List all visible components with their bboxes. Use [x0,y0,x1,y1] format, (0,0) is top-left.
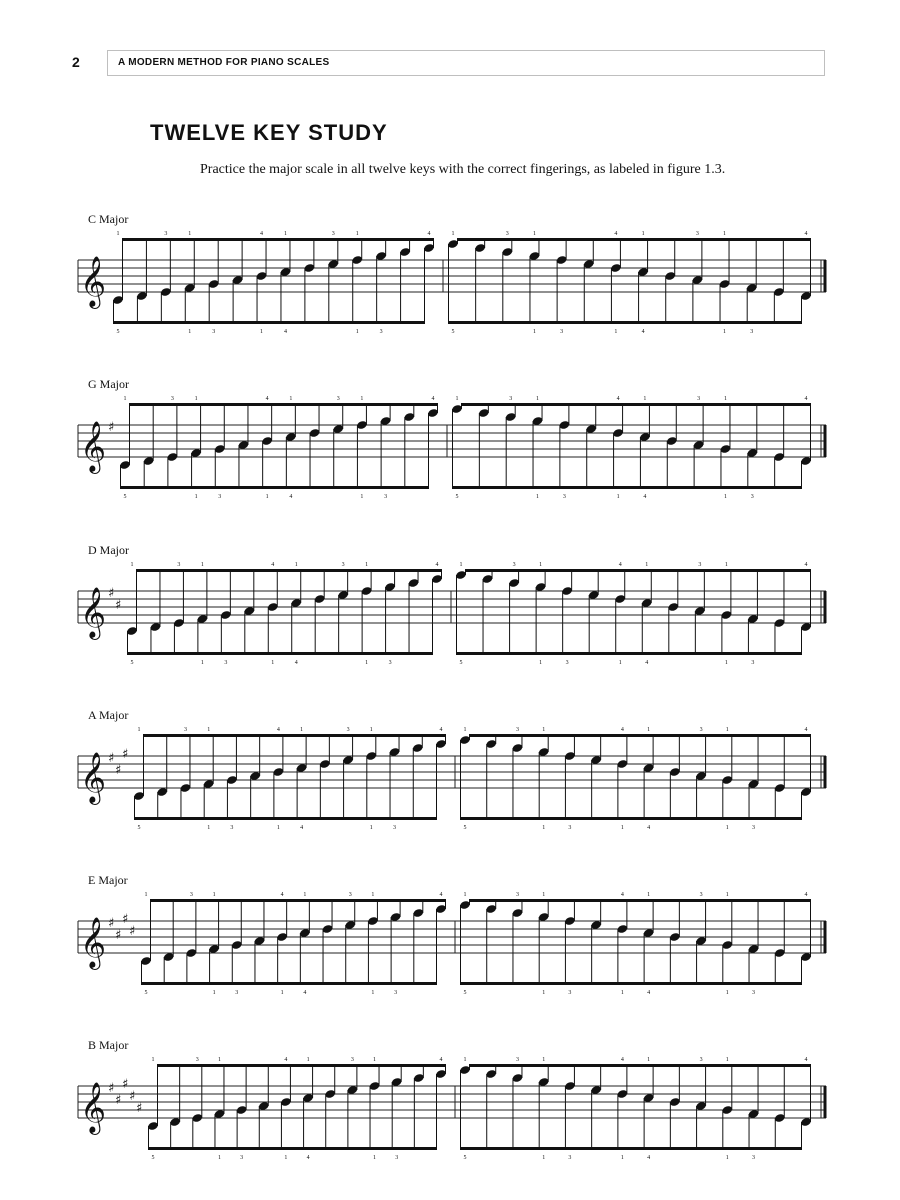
section-title: TWELVE KEY STUDY [150,120,388,145]
beam [461,982,802,985]
intro-paragraph: Practice the major scale in all twelve keys with the correct fingerings, as labeled in figure 1.3. [200,162,726,177]
fingering-number: 5 [123,494,127,500]
fingering-number: 4 [427,231,431,237]
treble-clef-icon: 𝄞 [80,421,107,472]
fingering-number: 4 [439,727,443,733]
fingering-number: 1 [723,329,727,335]
fingering-number: 3 [515,892,519,898]
fingering-number: 1 [369,825,373,831]
beam [453,486,802,489]
fingering-number: 3 [699,1057,703,1063]
fingering-number: 1 [725,990,729,996]
fingering-number: 4 [804,562,808,568]
fingering-number: 4 [271,562,275,568]
fingering-number: 3 [752,990,756,996]
fingering-number: 3 [568,1155,572,1161]
fingering-number: 3 [230,825,234,831]
fingering-number: 5 [151,1155,155,1161]
fingering-number: 4 [620,1057,624,1063]
fingering-number: 3 [562,494,566,500]
page-number: 2 [72,54,80,70]
fingering-number: 3 [388,660,392,666]
fingering-number: 3 [177,562,181,568]
fingering-number: 3 [512,562,516,568]
fingering-number: 4 [276,727,280,733]
fingering-number: 1 [723,231,727,237]
fingering-number: 3 [750,329,754,335]
fingering-number: 1 [539,562,543,568]
fingering-number: 5 [459,660,463,666]
fingering-number: 1 [620,990,624,996]
fingering-number: 3 [568,825,572,831]
fingering-number: 5 [463,1155,467,1161]
fingering-number: 3 [699,892,703,898]
fingering-number: 1 [451,231,455,237]
fingering-number: 5 [116,329,120,335]
fingering-number: 1 [542,892,546,898]
fingering-number: 3 [505,231,509,237]
beam [130,403,438,406]
fingering-number: 4 [260,231,264,237]
fingering-number: 1 [618,660,622,666]
beam [135,817,437,820]
staff-c-major [0,228,900,348]
fingering-number: 1 [194,396,198,402]
fingering-number: 1 [724,562,728,568]
fingering-number: 4 [804,1057,808,1063]
fingering-number: 3 [350,1057,354,1063]
fingering-number: 1 [620,1155,624,1161]
fingering-number: 4 [435,562,439,568]
beam [461,1147,802,1150]
fingering-number: 1 [724,660,728,666]
scale-label-b-major: B Major [88,1038,129,1052]
staff-e-major [0,889,900,1009]
fingering-number: 5 [137,825,141,831]
fingering-number: 4 [616,396,620,402]
fingering-number: 4 [431,396,435,402]
fingering-number: 3 [751,660,755,666]
fingering-number: 4 [614,231,618,237]
scale-label-c-major: C Major [88,212,129,226]
staff-g-major [0,393,900,513]
beam [470,899,811,902]
fingering-number: 4 [804,396,808,402]
fingering-number: 3 [235,990,239,996]
sharp-icon: ♯ [108,751,115,766]
fingering-number: 4 [300,825,304,831]
beam [123,238,434,241]
fingering-number: 1 [303,892,307,898]
fingering-number: 1 [300,727,304,733]
beam [457,652,802,655]
sharp-icon: ♯ [136,1101,143,1116]
fingering-number: 3 [697,396,701,402]
fingering-number: 3 [698,562,702,568]
fingering-number: 1 [725,727,729,733]
book-title: A MODERN METHOD FOR PIANO SCALES [118,57,330,68]
beam [461,817,802,820]
fingering-number: 1 [459,562,463,568]
fingering-number: 3 [393,825,397,831]
fingering-number: 3 [189,892,193,898]
fingering-number: 1 [616,494,620,500]
fingering-number: 4 [620,727,624,733]
fingering-number: 3 [699,727,703,733]
beam [137,569,442,572]
beam [158,1064,446,1067]
fingering-number: 3 [240,1155,244,1161]
sharp-icon: ♯ [129,1089,136,1104]
beam [114,321,425,324]
fingering-number: 3 [224,660,228,666]
scale-label-a-major: A Major [88,708,129,722]
fingering-number: 3 [695,231,699,237]
sharp-icon: ♯ [115,1093,122,1108]
fingering-number: 1 [271,660,275,666]
fingering-number: 4 [620,892,624,898]
fingering-number: 3 [218,494,222,500]
fingering-number: 3 [183,727,187,733]
fingering-number: 5 [130,660,134,666]
fingering-number: 1 [647,892,651,898]
sharp-icon: ♯ [115,928,122,943]
beam [149,1147,437,1150]
beam [462,403,811,406]
fingering-number: 1 [289,396,293,402]
beam [142,982,437,985]
sharp-icon: ♯ [122,912,129,927]
fingering-number: 4 [439,1057,443,1063]
fingering-number: 1 [371,990,375,996]
fingering-number: 1 [536,396,540,402]
fingering-number: 1 [373,1155,377,1161]
fingering-number: 1 [371,892,375,898]
sharp-icon: ♯ [115,763,122,778]
fingering-number: 4 [265,396,269,402]
fingering-number: 4 [283,329,287,335]
fingering-number: 1 [647,727,651,733]
fingering-number: 1 [369,727,373,733]
sharp-icon: ♯ [129,924,136,939]
staff-a-major [0,724,900,844]
fingering-number: 3 [509,396,513,402]
fingering-number: 4 [306,1155,310,1161]
staff-b-major [0,1054,900,1174]
fingering-number: 4 [647,1155,651,1161]
fingering-number: 1 [360,494,364,500]
fingering-number: 1 [723,494,727,500]
fingering-number: 1 [116,231,120,237]
fingering-number: 1 [463,727,467,733]
fingering-number: 1 [200,660,204,666]
sharp-icon: ♯ [122,1077,129,1092]
fingering-number: 5 [463,990,467,996]
fingering-number: 1 [306,1057,310,1063]
fingering-number: 1 [276,825,280,831]
treble-clef-icon: 𝄞 [80,587,107,638]
fingering-number: 1 [144,892,148,898]
fingering-number: 3 [212,329,216,335]
fingering-number: 1 [539,660,543,666]
fingering-number: 5 [451,329,455,335]
fingering-number: 3 [515,1057,519,1063]
fingering-number: 3 [560,329,564,335]
fingering-number: 4 [645,660,649,666]
beam [449,321,802,324]
fingering-number: 3 [568,990,572,996]
fingering-number: 1 [641,231,645,237]
fingering-number: 1 [217,1057,221,1063]
fingering-number: 4 [284,1057,288,1063]
fingering-number: 1 [373,1057,377,1063]
fingering-number: 1 [194,494,198,500]
fingering-number: 1 [207,727,211,733]
beam [458,238,811,241]
fingering-number: 1 [207,825,211,831]
beam [128,652,433,655]
fingering-number: 1 [200,562,204,568]
fingering-number: 1 [620,825,624,831]
sharp-icon: ♯ [108,916,115,931]
fingering-number: 5 [144,990,148,996]
sharp-icon: ♯ [122,747,129,762]
fingering-number: 4 [643,494,647,500]
fingering-number: 1 [532,231,536,237]
fingering-number: 4 [289,494,293,500]
fingering-number: 1 [614,329,618,335]
fingering-number: 4 [303,990,307,996]
beam [466,569,811,572]
fingering-number: 4 [804,727,808,733]
fingering-number: 4 [294,660,298,666]
fingering-number: 4 [618,562,622,568]
fingering-number: 3 [170,396,174,402]
fingering-number: 1 [265,494,269,500]
fingering-number: 3 [348,892,352,898]
fingering-number: 1 [643,396,647,402]
fingering-number: 1 [188,329,192,335]
fingering-number: 1 [360,396,364,402]
fingering-number: 1 [532,329,536,335]
fingering-number: 1 [151,1057,155,1063]
fingering-number: 1 [725,892,729,898]
treble-clef-icon: 𝄞 [80,1082,107,1133]
fingering-number: 1 [284,1155,288,1161]
fingering-number: 1 [355,231,359,237]
fingering-number: 1 [723,396,727,402]
fingering-number: 4 [804,892,808,898]
fingering-number: 3 [336,396,340,402]
fingering-number: 3 [379,329,383,335]
fingering-number: 5 [455,494,459,500]
sharp-icon: ♯ [108,586,115,601]
scale-label-g-major: G Major [88,377,129,391]
fingering-number: 1 [536,494,540,500]
beam [470,1064,811,1067]
fingering-number: 1 [294,562,298,568]
fingering-number: 4 [280,892,284,898]
fingering-number: 1 [645,562,649,568]
fingering-number: 1 [365,660,369,666]
fingering-number: 1 [542,1057,546,1063]
fingering-number: 1 [455,396,459,402]
sharp-icon: ♯ [115,598,122,613]
fingering-number: 3 [565,660,569,666]
fingering-number: 4 [804,231,808,237]
fingering-number: 4 [439,892,443,898]
fingering-number: 1 [260,329,264,335]
fingering-number: 1 [647,1057,651,1063]
fingering-number: 3 [331,231,335,237]
treble-clef-icon: 𝄞 [80,256,107,307]
treble-clef-icon: 𝄞 [80,752,107,803]
scale-label-e-major: E Major [88,873,128,887]
fingering-number: 1 [212,990,216,996]
treble-clef-icon: 𝄞 [80,917,107,968]
fingering-number: 3 [164,231,168,237]
fingering-number: 1 [463,892,467,898]
fingering-number: 1 [725,1155,729,1161]
fingering-number: 3 [384,494,388,500]
fingering-number: 1 [463,1057,467,1063]
fingering-number: 1 [542,727,546,733]
fingering-number: 1 [280,990,284,996]
sharp-icon: ♯ [108,1081,115,1096]
fingering-number: 3 [195,1057,199,1063]
scale-label-d-major: D Major [88,543,129,557]
fingering-number: 4 [647,990,651,996]
staff-d-major [0,559,900,679]
fingering-number: 1 [725,825,729,831]
fingering-number: 3 [752,825,756,831]
fingering-number: 1 [542,990,546,996]
fingering-number: 3 [750,494,754,500]
fingering-number: 1 [137,727,141,733]
fingering-number: 3 [346,727,350,733]
fingering-number: 1 [217,1155,221,1161]
fingering-number: 3 [394,990,398,996]
fingering-number: 3 [341,562,345,568]
fingering-number: 1 [212,892,216,898]
fingering-number: 4 [647,825,651,831]
beam [144,734,446,737]
fingering-number: 1 [542,1155,546,1161]
fingering-number: 4 [641,329,645,335]
fingering-number: 1 [283,231,287,237]
fingering-number: 1 [123,396,127,402]
fingering-number: 5 [463,825,467,831]
fingering-number: 1 [188,231,192,237]
fingering-number: 3 [752,1155,756,1161]
beam [151,899,446,902]
fingering-number: 3 [395,1155,399,1161]
fingering-number: 1 [725,1057,729,1063]
beam [470,734,811,737]
beam [121,486,429,489]
fingering-number: 1 [542,825,546,831]
fingering-number: 3 [515,727,519,733]
fingering-number: 1 [355,329,359,335]
fingering-number: 1 [130,562,134,568]
fingering-number: 1 [365,562,369,568]
sharp-icon: ♯ [108,420,115,435]
